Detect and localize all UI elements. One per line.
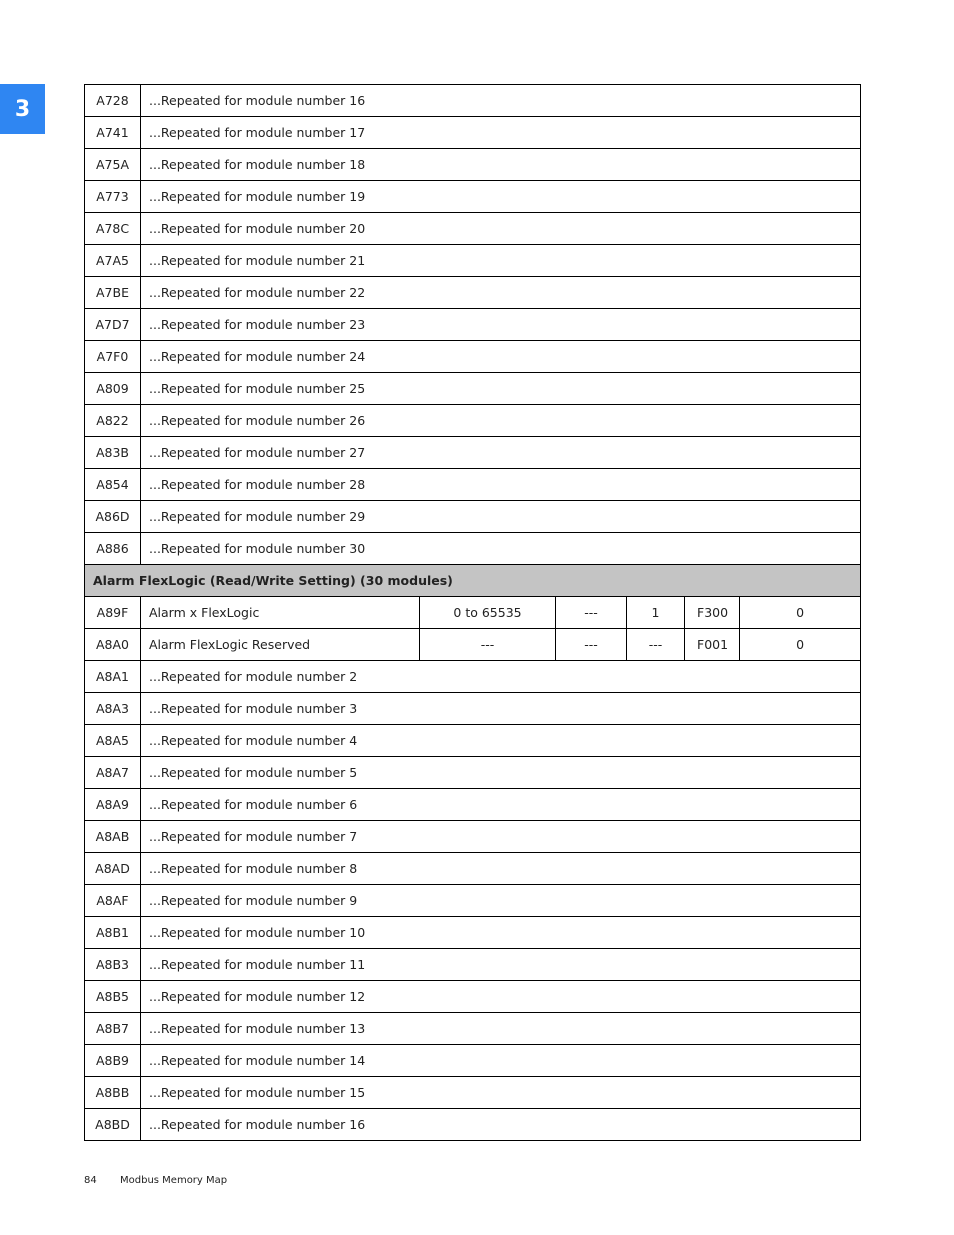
description-cell: ...Repeated for module number 29: [141, 501, 861, 533]
address-cell: A75A: [85, 149, 141, 181]
description-cell: Alarm FlexLogic Reserved: [141, 629, 420, 661]
table-row: [85, 1077, 861, 1109]
description-cell: ...Repeated for module number 4: [141, 725, 861, 757]
description-cell: ...Repeated for module number 11: [141, 949, 861, 981]
description-cell: ...Repeated for module number 21: [141, 245, 861, 277]
chapter-tab: 3: [0, 84, 45, 134]
page-footer: [84, 1175, 227, 1186]
address-cell: A8B5: [85, 981, 141, 1013]
step-cell: 1: [627, 597, 685, 629]
table-row: [85, 693, 861, 725]
table-row: [85, 917, 861, 949]
table-row: [85, 661, 861, 693]
description-cell: ...Repeated for module number 12: [141, 981, 861, 1013]
description-cell: ...Repeated for module number 22: [141, 277, 861, 309]
address-cell: A7D7: [85, 309, 141, 341]
table-row: [85, 437, 861, 469]
address-cell: A89F: [85, 597, 141, 629]
table-row: [85, 949, 861, 981]
address-cell: A741: [85, 117, 141, 149]
step-cell: ---: [627, 629, 685, 661]
table-row: [85, 853, 861, 885]
description-cell: ...Repeated for module number 28: [141, 469, 861, 501]
address-cell: A8AF: [85, 885, 141, 917]
address-cell: A8A9: [85, 789, 141, 821]
description-cell: Alarm x FlexLogic: [141, 597, 420, 629]
description-cell: ...Repeated for module number 26: [141, 405, 861, 437]
table-row: [85, 981, 861, 1013]
description-cell: ...Repeated for module number 2: [141, 661, 861, 693]
table-row: [85, 597, 861, 629]
table-row: [85, 821, 861, 853]
address-cell: A8A3: [85, 693, 141, 725]
address-cell: A854: [85, 469, 141, 501]
table-row: [85, 341, 861, 373]
address-cell: A8A0: [85, 629, 141, 661]
address-cell: A86D: [85, 501, 141, 533]
description-cell: ...Repeated for module number 24: [141, 341, 861, 373]
address-cell: A8BD: [85, 1109, 141, 1141]
address-cell: A773: [85, 181, 141, 213]
address-cell: A78C: [85, 213, 141, 245]
address-cell: A8B1: [85, 917, 141, 949]
address-cell: A8BB: [85, 1077, 141, 1109]
table-row: [85, 277, 861, 309]
table-row: [85, 117, 861, 149]
address-cell: A8B3: [85, 949, 141, 981]
table-row: [85, 213, 861, 245]
section-title: Alarm FlexLogic (Read/Write Setting) (30 modules): [85, 565, 861, 597]
description-cell: ...Repeated for module number 8: [141, 853, 861, 885]
address-cell: A822: [85, 405, 141, 437]
table-row: [85, 469, 861, 501]
table-row: [85, 405, 861, 437]
table-row: [85, 885, 861, 917]
table-row: [85, 373, 861, 405]
address-cell: A8AB: [85, 821, 141, 853]
table-row: [85, 501, 861, 533]
units-cell: ---: [556, 597, 627, 629]
range-cell: ---: [420, 629, 556, 661]
address-cell: A8A1: [85, 661, 141, 693]
table-row: [85, 629, 861, 661]
table-row: [85, 725, 861, 757]
address-cell: A8A7: [85, 757, 141, 789]
description-cell: ...Repeated for module number 7: [141, 821, 861, 853]
description-cell: ...Repeated for module number 14: [141, 1045, 861, 1077]
table-row: [85, 789, 861, 821]
description-cell: ...Repeated for module number 25: [141, 373, 861, 405]
description-cell: ...Repeated for module number 15: [141, 1077, 861, 1109]
description-cell: ...Repeated for module number 20: [141, 213, 861, 245]
table-row: [85, 1013, 861, 1045]
table-row: [85, 181, 861, 213]
units-cell: ---: [556, 629, 627, 661]
section-header-row: [85, 565, 861, 597]
format-cell: F001: [685, 629, 740, 661]
address-cell: A809: [85, 373, 141, 405]
address-cell: A83B: [85, 437, 141, 469]
table-row: [85, 533, 861, 565]
table-row: [85, 1109, 861, 1141]
description-cell: ...Repeated for module number 18: [141, 149, 861, 181]
description-cell: ...Repeated for module number 16: [141, 85, 861, 117]
address-cell: A886: [85, 533, 141, 565]
description-cell: ...Repeated for module number 6: [141, 789, 861, 821]
address-cell: A8A5: [85, 725, 141, 757]
table-row: [85, 85, 861, 117]
description-cell: ...Repeated for module number 13: [141, 1013, 861, 1045]
address-cell: A7F0: [85, 341, 141, 373]
table-row: [85, 757, 861, 789]
address-cell: A8B9: [85, 1045, 141, 1077]
description-cell: ...Repeated for module number 27: [141, 437, 861, 469]
address-cell: A728: [85, 85, 141, 117]
address-cell: A7BE: [85, 277, 141, 309]
page-number: 84: [84, 1175, 97, 1186]
description-cell: ...Repeated for module number 9: [141, 885, 861, 917]
range-cell: 0 to 65535: [420, 597, 556, 629]
description-cell: ...Repeated for module number 23: [141, 309, 861, 341]
table-row: [85, 1045, 861, 1077]
default-cell: 0: [740, 629, 861, 661]
description-cell: ...Repeated for module number 5: [141, 757, 861, 789]
default-cell: 0: [740, 597, 861, 629]
table-row: [85, 309, 861, 341]
description-cell: ...Repeated for module number 16: [141, 1109, 861, 1141]
address-cell: A8B7: [85, 1013, 141, 1045]
description-cell: ...Repeated for module number 19: [141, 181, 861, 213]
memory-map-table: [84, 84, 861, 1141]
address-cell: A8AD: [85, 853, 141, 885]
address-cell: A7A5: [85, 245, 141, 277]
description-cell: ...Repeated for module number 30: [141, 533, 861, 565]
footer-section-title: Modbus Memory Map: [120, 1175, 228, 1186]
table-row: [85, 149, 861, 181]
description-cell: ...Repeated for module number 17: [141, 117, 861, 149]
table-row: [85, 245, 861, 277]
description-cell: ...Repeated for module number 10: [141, 917, 861, 949]
format-cell: F300: [685, 597, 740, 629]
description-cell: ...Repeated for module number 3: [141, 693, 861, 725]
